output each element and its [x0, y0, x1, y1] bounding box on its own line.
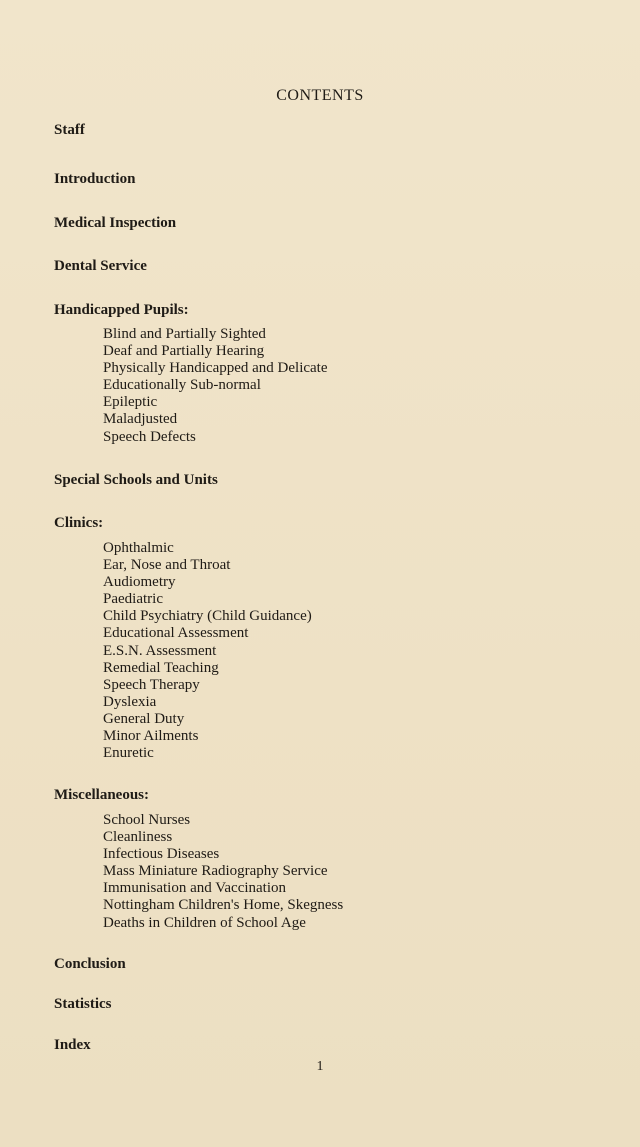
- list-item: Audiometry: [103, 574, 176, 591]
- list-item: Speech Defects: [103, 428, 196, 445]
- list-item: Deaths in Children of School Age: [103, 914, 306, 931]
- list-item: Physically Handicapped and Delicate: [103, 360, 328, 377]
- heading-clinics: Clinics:: [54, 515, 104, 531]
- list-item: Infectious Diseases: [103, 846, 220, 863]
- list-item: Deaf and Partially Hearing: [103, 343, 265, 360]
- list-item: Speech Therapy: [103, 676, 200, 693]
- list-item: Cleanliness: [103, 829, 173, 846]
- list-item: Educationally Sub-normal: [103, 377, 261, 394]
- list-item: E.S.N. Assessment: [103, 642, 217, 659]
- heading-conclusion: Conclusion: [54, 956, 126, 972]
- list-item: Dyslexia: [103, 693, 157, 710]
- miscellaneous-list: [103, 812, 343, 932]
- list-item: Epileptic: [103, 394, 158, 411]
- clinics-list: [103, 540, 312, 762]
- heading-index: Index: [54, 1037, 91, 1053]
- list-item: Remedial Teaching: [103, 659, 219, 676]
- page-number: 1: [316, 1059, 324, 1074]
- heading-statistics: Statistics: [54, 996, 112, 1012]
- heading-dental-service: Dental Service: [54, 258, 147, 274]
- heading-medical-inspection: Medical Inspection: [54, 215, 177, 231]
- list-item: Enuretic: [103, 745, 154, 762]
- list-item: School Nurses: [103, 812, 191, 828]
- list-item: General Duty: [103, 710, 185, 727]
- list-item: Paediatric: [103, 591, 163, 608]
- heading-staff: Staff: [54, 122, 85, 138]
- list-item: Nottingham Children's Home, Skegness: [103, 897, 344, 914]
- list-item: Educational Assessment: [103, 625, 249, 642]
- heading-special-schools: Special Schools and Units: [54, 472, 218, 488]
- list-item: Ear, Nose and Throat: [103, 557, 231, 574]
- handicapped-pupils-list: [103, 326, 328, 446]
- list-item: Blind and Partially Sighted: [103, 326, 266, 342]
- list-item: Maladjusted: [103, 411, 178, 428]
- list-item: Mass Miniature Radiography Service: [103, 863, 328, 880]
- list-item: Minor Ailments: [103, 728, 199, 745]
- list-item: Ophthalmic: [103, 540, 174, 556]
- list-item: Immunisation and Vaccination: [103, 880, 287, 897]
- heading-miscellaneous: Miscellaneous:: [54, 787, 149, 803]
- page-title: CONTENTS: [276, 87, 364, 104]
- heading-handicapped-pupils: Handicapped Pupils:: [54, 302, 189, 318]
- list-item: Child Psychiatry (Child Guidance): [103, 608, 312, 625]
- heading-introduction: Introduction: [54, 171, 136, 187]
